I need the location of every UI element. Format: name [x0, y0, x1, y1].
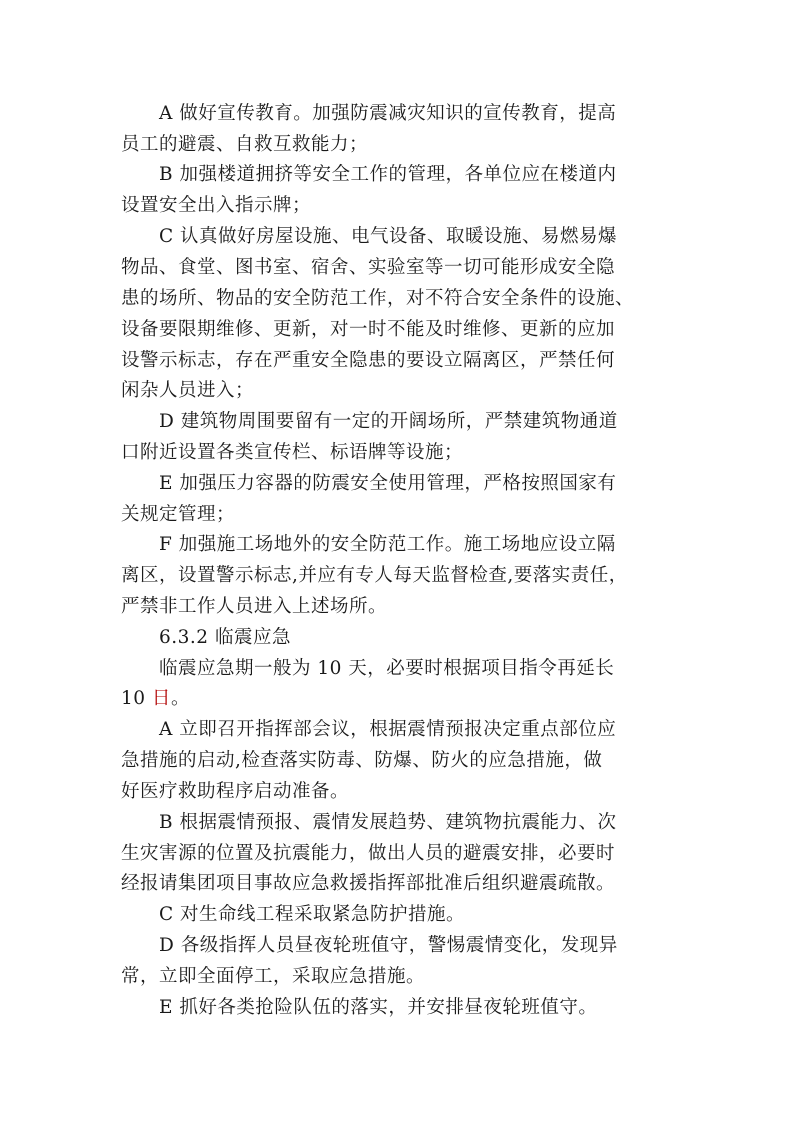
intro-period: 。	[170, 688, 190, 709]
paragraph-a-line-1: A 做好宣传教育。加强防震减灾知识的宣传教育，提高	[159, 103, 617, 124]
intro-line-2	[121, 687, 681, 711]
emergency-b-line-3: 经报请集团项目事故应急救援指挥部批准后组织避震疏散。	[121, 873, 616, 894]
paragraph-d-line-2: 口附近设置各类宣传栏、标语牌等设施；	[121, 442, 464, 463]
paragraph-c-line-4: 设备要限期维修、更新，对一时不能及时维修、更新的应加	[121, 319, 616, 340]
emergency-c-line-1: C 对生命线工程采取紧急防护措施。	[159, 904, 466, 925]
paragraph-b-line-1: B 加强楼道拥挤等安全工作的管理，各单位应在楼道内	[159, 164, 617, 185]
paragraph-c-line-6: 闲杂人员进入；	[121, 380, 255, 401]
emergency-a-line-3: 好医疗救助程序启动准备。	[121, 781, 350, 802]
emergency-a-line-2: 急措施的启动,检查落实防毒、防爆、防火的应急措施，做	[121, 750, 603, 771]
paragraph-c-line-3: 患的场所、物品的安全防范工作，对不符合安全条件的设施、	[121, 288, 635, 309]
paragraph-a-line-2: 员工的避震、自救互救能力；	[121, 134, 369, 155]
emergency-d-line-1: D 各级指挥人员昼夜轮班值守，警惕震情变化，发现异	[159, 935, 618, 956]
emergency-b-line-1: B 根据震情预报、震情发展趋势、建筑物抗震能力、次	[159, 812, 617, 833]
paragraph-f-line-1: F 加强施工场地外的安全防范工作。施工场地应设立隔	[159, 534, 616, 555]
intro-day-unit: 日	[151, 688, 171, 709]
paragraph-e-line-1: E 加强压力容器的防震安全使用管理，严格按照国家有	[159, 473, 617, 494]
emergency-d-line-2: 常，立即全面停工，采取应急措施。	[121, 966, 426, 987]
emergency-e-line-1: E 抓好各类抢险队伍的落实，并安排昼夜轮班值守。	[159, 997, 598, 1018]
emergency-a-line-1: A 立即召开指挥部会议，根据震情预报决定重点部位应	[159, 719, 617, 740]
paragraph-b-line-2: 设置安全出入指示牌；	[121, 195, 312, 216]
paragraph-d-line-1: D 建筑物周围要留有一定的开阔场所，严禁建筑物通道	[159, 411, 618, 432]
paragraph-c-line-1: C 认真做好房屋设施、电气设备、取暖设施、易燃易爆	[159, 226, 618, 247]
paragraph-f-line-2: 离区，设置警示标志,并应有专人每天监督检查,要落实责任，	[121, 565, 628, 586]
section-heading: 6.3.2 临震应急	[159, 627, 291, 648]
paragraph-c-line-2: 物品、食堂、图书室、宿舍、实验室等一切可能形成安全隐	[121, 257, 616, 278]
paragraph-e-line-2: 关规定管理；	[121, 504, 236, 525]
paragraph-c-line-5: 设警示标志，存在严重安全隐患的要设立隔离区，严禁任何	[121, 350, 616, 371]
paragraph-f-line-3: 严禁非工作人员进入上述场所。	[121, 596, 388, 617]
intro-line-1: 临震应急期一般为 10 天，必要时根据项目指令再延长	[159, 658, 615, 679]
emergency-b-line-2: 生灾害源的位置及抗震能力，做出人员的避震安排，必要时	[121, 843, 616, 864]
intro-number: 10	[121, 688, 152, 709]
